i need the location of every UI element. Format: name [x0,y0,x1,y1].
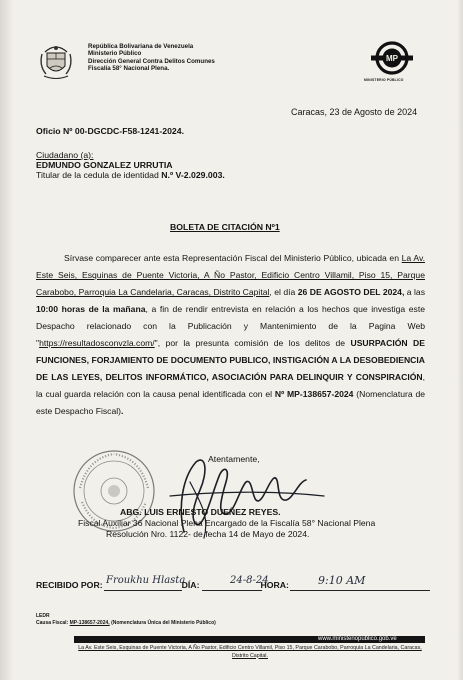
footer-address: La Av. Este Seis, Esquinas de Puente Victoria, A Ño Pastor, Edificio Centro Villamil, Piso 15, Parque Carabobo, Parroquia La Candelaria, Caracas, Distrito Capital. [78,645,422,659]
causa-label: Causa Fiscal: [36,620,69,626]
received-by-label: RECIBIDO POR: [36,580,103,590]
drafter-initials: LEDR [36,613,50,619]
closing-salutation: Atentamente, [208,454,260,464]
right-edge-shadow [457,0,463,680]
signer-position: Fiscal Auxiliar 36 Nacional Plena Encargado de la Fiscalía 58° Nacional Plena [78,518,376,528]
signer-name: ABG. LUIS ERNESTO DUEÑEZ REYES. [120,507,281,517]
header-line-country: República Bolivariana de Venezuela [88,43,194,50]
addressee-name: EDMUNDO GONZALEZ URRUTIA [36,160,173,170]
appointment-date: 26 DE AGOSTO DEL 2024, [297,287,405,297]
crimes-list: USURPACIÓN DE FUNCIONES, FORJAMIENTO DE DOCUMENTO PUBLICO, INSTIGACIÓN A LA DESOBEDIENCIA DE LAS LEYES, DELITOS INFORMÁTICO, ASOCIACIÓN PARA DELINQUIR Y CONSPIRACIÓN [36,338,425,382]
hour-handwritten: 9:10 AM [318,574,366,587]
appointment-time: 10:00 horas de la mañana [36,304,146,314]
received-by-underline [104,590,182,591]
header-line-fiscalia: Fiscalía 58° Nacional Plena. [88,64,170,72]
id-prefix: Titular de la cedula de identidad [36,170,159,180]
ministerio-publico-logo-icon [368,40,416,76]
coat-of-arms-icon [36,38,76,82]
body-text-at: a las [406,287,426,297]
body-text-crimes: ", por la presunta comisión de los delitos de [154,338,346,348]
body-nomenclature: (Nomenclatura de este Despacho Fiscal) [36,389,426,416]
header-line-ministry: Ministerio Público [88,50,142,58]
oficio-number: Oficio Nº 00-DGCDC-F58-1241-2024. [36,126,185,136]
header-institution-lines [88,43,215,72]
day-handwritten: 24-8-24 [230,575,269,586]
office-address: La Av. Este Seis, Esquinas de Puente Victoria, A Ño Pastor, Edificio Centro Villamil, Piso 15, Parque Carabobo, Parroquia La Candelaria, Caracas, Distrito Capital [36,253,425,297]
day-label: DÍA: [181,580,200,590]
signer-resolution: Resolución Nro. 1122- de fecha 14 de Mayo de 2024. [106,529,310,539]
received-by-handwritten: Froukhu Hlasta [106,575,186,586]
logo-initials: MP [386,54,398,63]
hour-underline [290,590,430,591]
causa-note: (Nomenclatura Única del Ministerio Público) [111,620,216,626]
addressee-id-line [36,170,225,180]
case-number: Nº MP-138657-2024 [274,389,354,399]
left-edge-shadow [0,0,14,680]
hour-label: HORA: [260,580,289,590]
header-line-direction: Dirección General Contra Delitos Comunes [88,57,215,65]
body-text-purpose: , a fin de rendir entrevista en relación a los hechos que investiga este Despacho relacionado con la Publicación y Mantenimiento de la Pagina Web " [36,304,426,348]
logo-caption: MINISTERIO PÚBLICO [364,78,404,82]
citation-body [36,250,425,420]
causa-value: MP-138657-2024, [69,620,110,626]
body-text-day: , el día [269,287,296,297]
document-date: Caracas, 23 de Agosto de 2024 [291,107,418,117]
addressee-label: Ciudadano (a): [36,150,94,160]
citation-paragraph [36,250,425,420]
document-title: BOLETA DE CITACIÓN Nº1 [170,222,280,232]
id-value: N.º V-2.029.003. [161,170,225,180]
causa-fiscal-line [36,620,216,626]
website-link[interactable]: https://resultadosconvzla.com/ [39,338,155,348]
day-underline [202,590,262,591]
body-intro: Sírvase comparecer ante esta Representación Fiscal del Ministerio Público, ubicada en [64,253,399,263]
body-text-case: , la cual guarda relación con la causa penal identificada con el [36,372,425,399]
body-end: . [121,406,124,416]
footer-website[interactable]: www.ministeriopúblico.gob.ve [318,636,397,642]
